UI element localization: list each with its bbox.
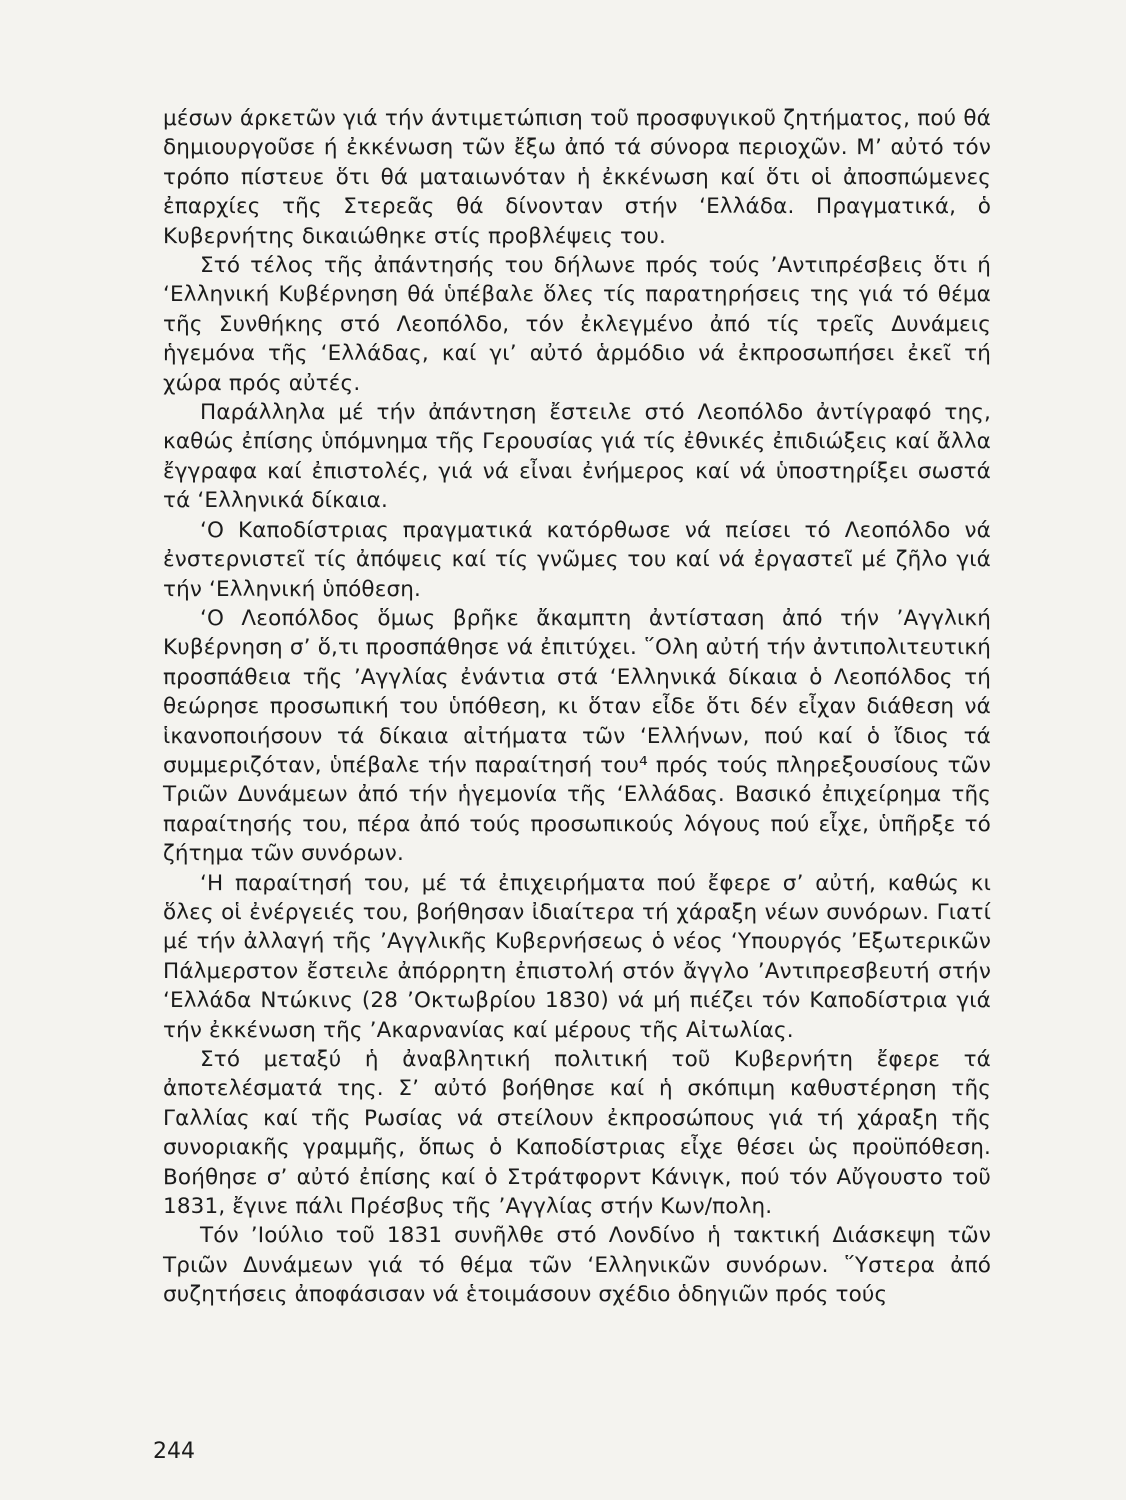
book-page-body [163,104,991,1310]
paragraph-6: ‘Η παραίτησή του, μέ τά ἐπιχειρήματα πού ἔφερε σ’ αὐτή, καθώς κι ὅλες οἱ ἐνέργειές του, βοήθησαν ἰδιαίτερα τή χάραξη νέων συνόρων. Γιατί μέ τήν ἀλλαγή τῆς ’Αγγλικῆς Κυβερνήσεως ὁ νέος ‘Υπουργός ’Εξωτερικῶν Πάλμερστον ἔστειλε ἀπόρρητη ἐπιστολή στόν ἄγγλο ’Αντιπρεσβευτή στήν ‘Ελλάδα Ντώκινς (28 ’Οκτωβρίου 1830) νά μή πιέζει τόν Καποδίστρια γιά τήν ἐκκένωση τῆς ’Ακαρνανίας καί μέρους τῆς Αἰτωλίας. [163,870,991,1043]
paragraph-7: Στό μεταξύ ἡ ἀναβλητική πολιτική τοῦ Κυβερνήτη ἔφερε τά ἀποτελέσματά της. Σ’ αὐτό βοήθησε καί ἡ σκόπιμη καθυστέρηση τῆς Γαλλίας καί τῆς Ρωσίας νά στείλουν ἐκπροσώπους γιά τή χάραξη τῆς συνοριακῆς γραμμῆς, ὅπως ὁ Καποδίστριας εἶχε θέσει ὡς προϋπόθεση. Βοήθησε σ’ αὐτό ἐπίσης καί ὁ Στράτφορντ Κάνιγκ, πού τόν Αὔγουστο τοῦ 1831, ἔγινε πάλι Πρέσβυς τῆς ’Αγγλίας στήν Κων/πολη. [163,1047,991,1220]
paragraph-3: Παράλληλα μέ τήν ἀπάντηση ἔστειλε στό Λεοπόλδο ἀντίγραφό της, καθώς ἐπίσης ὑπόμνημα τῆς Γερουσίας γιά τίς ἐθνικές ἐπιδιώξεις καί ἄλλα ἔγγραφα καί ἐπιστολές, γιά νά εἶναι ἐνήμερος καί νά ὑποστηρίξει σωστά τά ‘Ελληνικά δίκαια. [163,400,991,514]
paragraph-1: μέσων άρκετῶν γιά τήν άντιμετώπιση τοῦ προσφυγικοῦ ζητήματος, πού θά δημιουργοῦσε ή ἐκκένωση τῶν ἔξω ἀπό τά σύνορα περιοχῶν. Μ’ αὐτό τόν τρόπο πίστευε ὅτι θά ματαιωνόταν ἡ ἐκκένωση καί ὅτι οἱ ἀποσπώμενες ἐπαρχίες τῆς Στερεᾶς θά δίνονταν στήν ‘Ελλάδα. Πραγματικά, ὁ Κυβερνήτης δικαιώθηκε στίς προβλέψεις του. [163,106,991,249]
page-number: 244 [153,1439,195,1464]
paragraph-2: Στό τέλος τῆς ἀπάντησής του δήλωνε πρός τούς ’Αντιπρέσβεις ὅτι ή ‘Ελληνική Κυβέρνηση θά ὑπέβαλε ὅλες τίς παρατηρήσεις της γιά τό θέμα τῆς Συνθήκης στό Λεοπόλδο, τόν ἐκλεγμένο ἀπό τίς τρεῖς Δυνάμεις ἡγεμόνα τῆς ‘Ελλάδας, καί γι’ αὐτό ἁρμόδιο νά ἐκπροσωπήσει ἐκεῖ τή χώρα πρός αὐτές. [163,253,991,396]
paragraph-8: Τόν ’Ιούλιο τοῦ 1831 συνῆλθε στό Λονδίνο ἡ τακτική Διάσκεψη τῶν Τριῶν Δυνάμεων γιά τό θέμα τῶν ‘Ελληνικῶν συνόρων. ῞Υστερα ἀπό συζητήσεις ἀποφάσισαν νά ἑτοιμάσουν σχέδιο ὁδηγιῶν πρός τούς [163,1223,991,1308]
paragraph-5: ‘Ο Λεοπόλδος ὅμως βρῆκε ἄκαμπτη ἀντίσταση ἀπό τήν ’Αγγλική Κυβέρνηση σ’ ὅ,τι προσπάθησε νά ἐπιτύχει. ῞Ολη αὐτή τήν ἀντιπολιτευτική προσπάθεια τῆς ’Αγγλίας ἐνάντια στά ‘Ελληνικά δίκαια ὁ Λεοπόλδος τή θεώρησε προσωπική του ὑπόθεση, κι ὅταν εἶδε ὅτι δέν εἶχαν διάθεση νά ἱκανοποιήσουν τά δίκαια αἰτήματα τῶν ‘Ελλήνων, πού καί ὁ ἴδιος τά συμμεριζόταν, ὑπέβαλε τήν παραίτησή του⁴ πρός τούς πληρεξουσίους τῶν Τριῶν Δυνάμεων ἀπό τήν ἡγεμονία τῆς ‘Ελλάδας. Βασικό ἐπιχείρημα τῆς παραίτησής του, πέρα ἀπό τούς προσωπικούς λόγους πού εἶχε, ὑπῆρξε τό ζήτημα τῶν συνόρων. [163,605,991,867]
paragraph-4: ‘Ο Καποδίστριας πραγματικά κατόρθωσε νά πείσει τό Λεοπόλδο νά ἐνστερνιστεῖ τίς ἀπόψεις καί τίς γνῶμες του καί νά ἐργαστεῖ μέ ζῆλο γιά τήν ‘Ελληνική ὑπόθεση. [163,517,991,602]
